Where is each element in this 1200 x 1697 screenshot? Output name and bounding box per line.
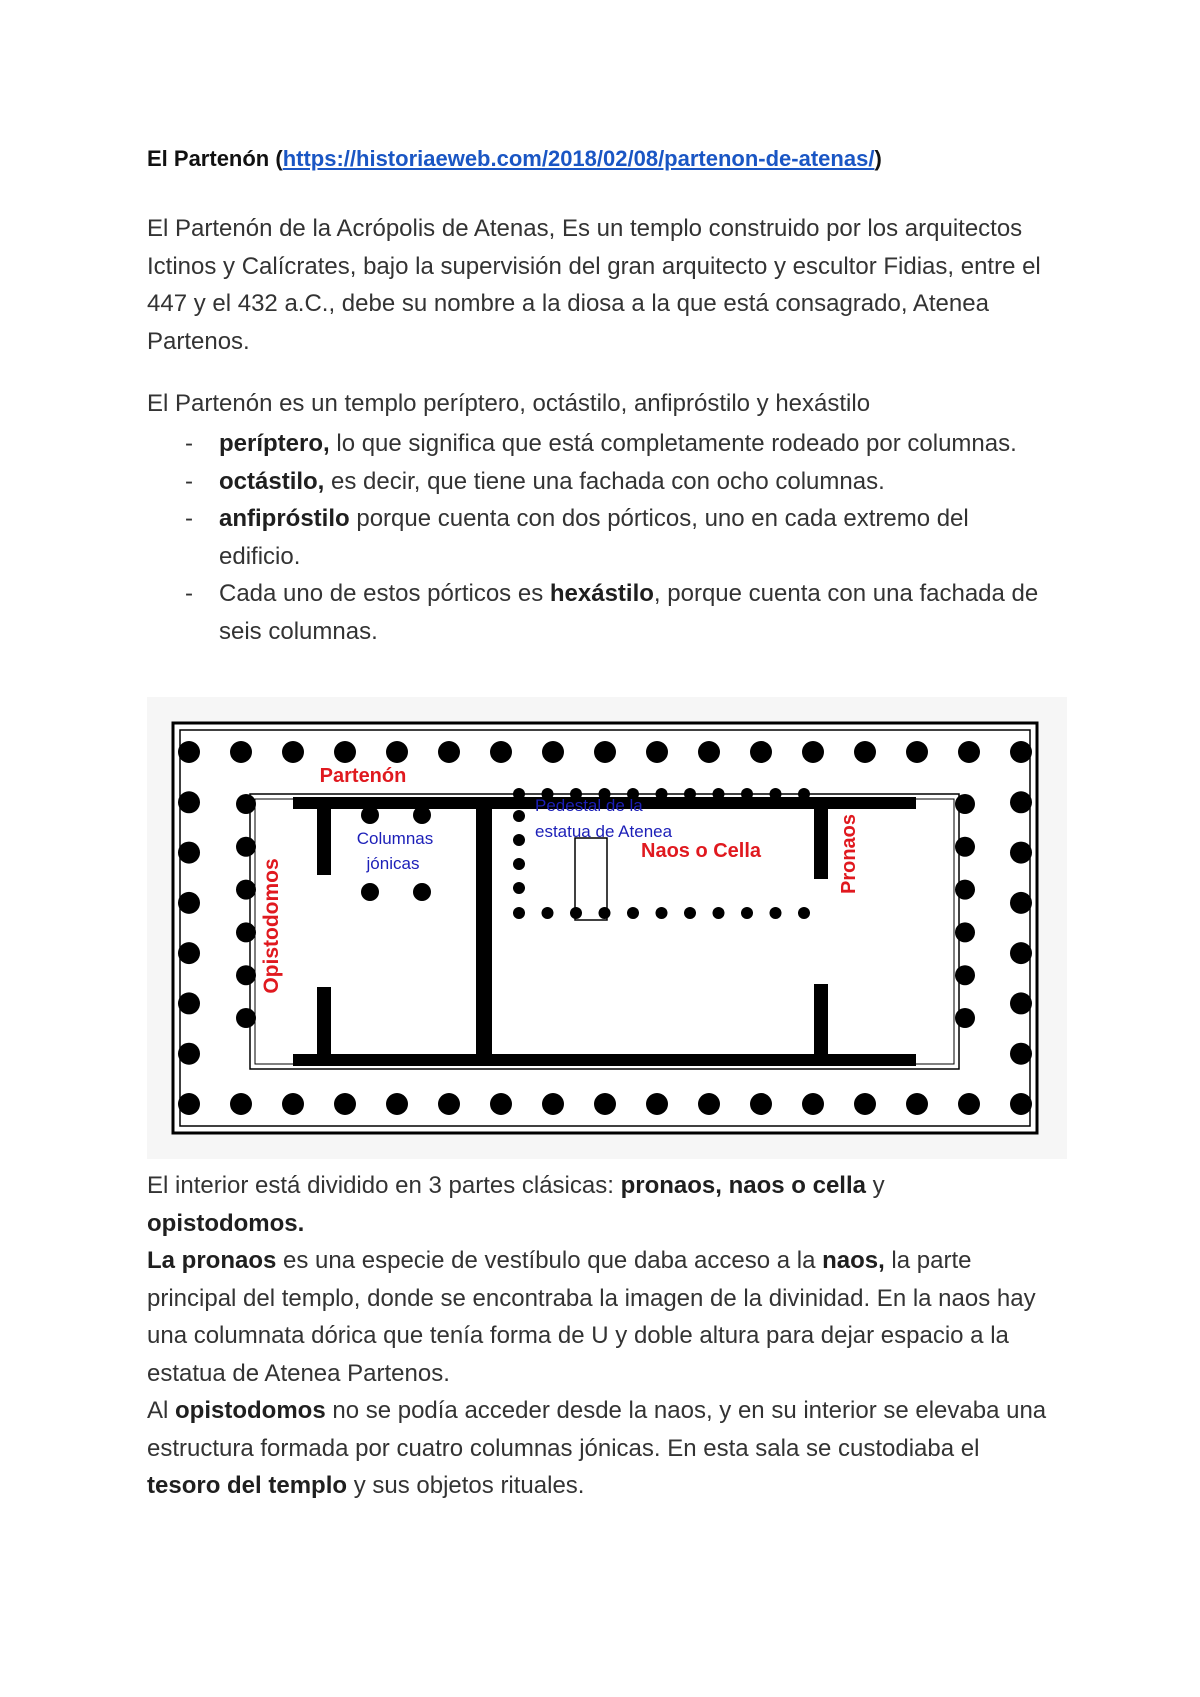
peristyle-column	[646, 741, 668, 763]
term-periptero: períptero,	[219, 430, 330, 457]
porch-column	[236, 965, 256, 985]
peristyle-column	[282, 741, 304, 763]
interior-s3c: no se podía acceder desde la naos, y en su interior se elevaba una estructura formada por cuatro columnas jónicas. En esta sala se custodiaba el	[147, 1397, 1047, 1462]
peristyle-column	[1010, 942, 1032, 964]
porch-column	[236, 1008, 256, 1028]
doric-column	[770, 788, 782, 800]
peristyle-column	[802, 1093, 824, 1115]
doric-column	[513, 788, 525, 800]
list-dash: -	[185, 505, 193, 532]
ionic-column	[413, 806, 431, 824]
peristyle-column	[698, 1093, 720, 1115]
doric-column	[741, 788, 753, 800]
peristyle-column	[178, 892, 200, 914]
peristyle-column	[1010, 842, 1032, 864]
term-anfiprostilo: anfipróstilo	[219, 505, 350, 532]
ionic-column	[361, 883, 379, 901]
peristyle-column	[698, 741, 720, 763]
porch-column	[955, 837, 975, 857]
doric-column	[684, 788, 696, 800]
peristyle-column	[438, 1093, 460, 1115]
porch-column	[955, 794, 975, 814]
doric-column	[656, 788, 668, 800]
interior-s1c: y	[865, 1172, 885, 1199]
porch-column	[955, 880, 975, 900]
peristyle-column	[490, 741, 512, 763]
peristyle-column	[386, 1093, 408, 1115]
peristyle-column	[438, 741, 460, 763]
doric-column	[684, 907, 696, 919]
list-dash: -	[185, 467, 193, 495]
peristyle-column	[490, 1093, 512, 1115]
interior-s1d: opistodomos.	[147, 1209, 305, 1237]
peristyle-column	[1010, 741, 1032, 763]
temple-types-list	[147, 425, 1047, 650]
peristyle-column	[906, 741, 928, 763]
porch-column	[236, 794, 256, 814]
pronaos-wall-bottom	[814, 984, 828, 1066]
peristyle-column	[542, 741, 564, 763]
peristyle-column	[750, 1093, 772, 1115]
label-estatua: estatua de Atenea	[535, 822, 673, 841]
label-opistodomos: Opistodomos	[260, 858, 283, 994]
intro-paragraph: El Partenón de la Acrópolis de Atenas, Es un templo construido por los arquitectos Ictinos y Calícrates, bajo la supervisión del gran arquitecto y escultor Fidias, entre el 447 y el 432 a.C., debe su nombre a la diosa a la que está consagrado, Atenea Partenos.	[147, 215, 1041, 355]
peristyle-column	[594, 741, 616, 763]
peristyle-column	[854, 1093, 876, 1115]
peristyle-column	[178, 942, 200, 964]
interior-s2b: es una especie de vestíbulo que daba acceso a la	[276, 1247, 823, 1274]
porch-column	[236, 922, 256, 942]
doric-column	[770, 907, 782, 919]
doric-column	[798, 907, 810, 919]
label-columnas: Columnas	[356, 829, 434, 848]
peristyle-column	[854, 741, 876, 763]
peristyle-column	[178, 1043, 200, 1065]
types-intro: El Partenón es un templo períptero, octástilo, anfipróstilo y hexástilo	[147, 390, 871, 417]
doric-column	[513, 882, 525, 894]
parthenon-plan-diagram	[147, 697, 1067, 1159]
peristyle-column	[1010, 791, 1032, 813]
term-hexastilo: hexástilo	[549, 580, 654, 607]
list-item	[147, 425, 1047, 463]
peristyle-column	[1010, 992, 1032, 1014]
parthenon-plan-figure	[147, 697, 1067, 1159]
interior-s3b: opistodomos	[175, 1397, 326, 1424]
interior-s3d: tesoro del templo	[147, 1472, 348, 1499]
interior-paragraph	[147, 1167, 1047, 1505]
cross-wall	[476, 797, 492, 1066]
peristyle-column	[334, 1093, 356, 1115]
ionic-column	[361, 806, 379, 824]
peristyle-column	[230, 1093, 252, 1115]
label-jonicas: jónicas	[366, 854, 420, 873]
peristyle-column	[178, 791, 200, 813]
porch-column	[236, 880, 256, 900]
peristyle-column	[334, 741, 356, 763]
interior-s2d: la parte principal del templo, donde se encontraba la imagen de la divinidad. En la naos hay una columnata dórica que tenía forma de U y doble altura para dejar espacio a la estatua de Atenea Partenos.	[147, 1247, 1036, 1387]
doric-column	[656, 907, 668, 919]
title-text: El Partenón	[147, 146, 270, 171]
title-open-paren: (	[269, 146, 283, 171]
peristyle-column	[282, 1093, 304, 1115]
doric-column	[741, 907, 753, 919]
peristyle-column	[1010, 1043, 1032, 1065]
interior-s3e: y sus objetos rituales.	[347, 1472, 585, 1499]
list-item-text: , porque cuenta con una fachada de seis columnas.	[219, 580, 1039, 645]
doric-column	[513, 834, 525, 846]
source-link[interactable]: https://historiaeweb.com/2018/02/08/partenon-de-atenas/	[282, 146, 875, 171]
peristyle-column	[542, 1093, 564, 1115]
list-dash: -	[185, 430, 193, 457]
doric-column	[713, 788, 725, 800]
label-pedestal: Pedestal de la	[535, 796, 643, 815]
peristyle-column	[178, 741, 200, 763]
list-item	[147, 575, 1047, 650]
doric-column	[513, 810, 525, 822]
opistodomos-wall-bottom	[317, 987, 331, 1066]
peristyle-column	[906, 1093, 928, 1115]
doric-column	[570, 907, 582, 919]
porch-column	[955, 922, 975, 942]
peristyle-column	[750, 741, 772, 763]
page-title	[147, 146, 882, 172]
list-item-text: es decir, que tiene una fachada con ocho columnas.	[324, 467, 885, 495]
peristyle-column	[802, 741, 824, 763]
peristyle-column	[646, 1093, 668, 1115]
list-item	[147, 463, 1047, 501]
doric-column	[542, 907, 554, 919]
interior-s2a: La pronaos	[147, 1247, 277, 1274]
ionic-column	[413, 883, 431, 901]
stylobate-outer-border	[173, 723, 1037, 1133]
peristyle-column	[958, 741, 980, 763]
doric-column	[627, 907, 639, 919]
porch-column	[955, 1008, 975, 1028]
peristyle-column	[230, 741, 252, 763]
doric-column	[513, 907, 525, 919]
peristyle-column	[386, 741, 408, 763]
list-item	[147, 500, 1047, 575]
label-partenon: Partenón	[319, 765, 407, 787]
peristyle-column	[1010, 892, 1032, 914]
peristyle-column	[178, 842, 200, 864]
interior-s1a: El interior está dividido en 3 partes clásicas:	[147, 1172, 621, 1199]
porch-column	[236, 837, 256, 857]
doric-column	[513, 858, 525, 870]
doric-column	[713, 907, 725, 919]
list-item-text: porque cuenta con dos pórticos, uno en cada extremo del edificio.	[219, 505, 969, 570]
opistodomos-wall-top	[317, 797, 331, 875]
peristyle-column	[178, 992, 200, 1014]
porch-column	[955, 965, 975, 985]
list-item-pre: Cada uno de estos pórticos es	[219, 580, 550, 607]
interior-s2c: naos,	[822, 1247, 885, 1274]
peristyle-column	[958, 1093, 980, 1115]
label-pronaos: Pronaos	[838, 813, 860, 895]
label-naos: Naos o Cella	[641, 840, 762, 862]
doric-column	[599, 907, 611, 919]
list-item-text: lo que significa que está completamente rodeado por columnas.	[329, 430, 1017, 457]
peristyle-column	[178, 1093, 200, 1115]
interior-s3a: Al	[147, 1397, 176, 1424]
doric-column	[798, 788, 810, 800]
pronaos-wall-top	[814, 797, 828, 879]
peristyle-column	[594, 1093, 616, 1115]
interior-s1b: pronaos, naos o cella	[620, 1172, 866, 1199]
term-octastilo: octástilo,	[219, 467, 325, 495]
list-dash: -	[185, 580, 193, 607]
title-close-paren: )	[874, 146, 882, 171]
peristyle-column	[1010, 1093, 1032, 1115]
